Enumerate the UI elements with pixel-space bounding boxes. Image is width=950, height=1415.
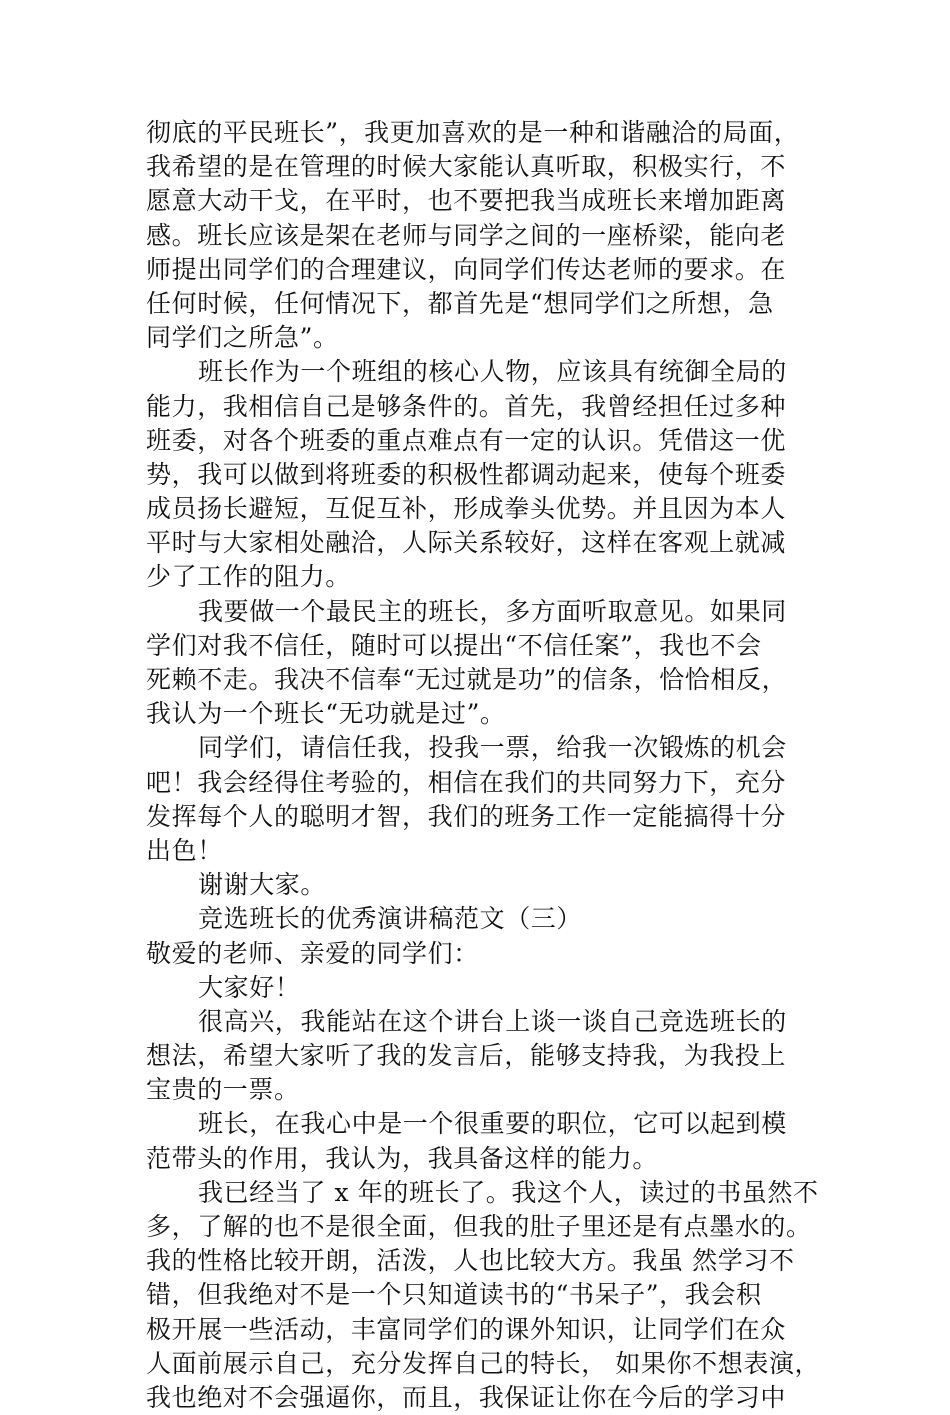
text-line: 极开展一些活动，丰富同学们的课外知识，让同学们在众 (146, 1314, 787, 1344)
text-line: 任何时候，任何情况下，都首先是“想同学们之所想，急 (146, 288, 774, 318)
text-line: 势，我可以做到将班委的积极性都调动起来，使每个班委 (146, 459, 787, 489)
text-line: 出色！ (146, 835, 223, 865)
text-line: 多，了解的也不是很全面，但我的肚子里还是有点墨水的。 (146, 1212, 812, 1241)
text-line: 师提出同学们的合理建议，向同学们传达老师的要求。在 (146, 254, 787, 284)
text-line: 很高兴，我能站在这个讲台上谈一谈自己竞选班长的 (198, 1006, 787, 1036)
text-line: 我已经当了 x 年的班长了。我这个人，读过的书虽然不 (198, 1177, 819, 1207)
text-line: 错，但我绝对不是一个只知道读书的“书呆子”，我会积 (146, 1280, 762, 1310)
text-line: 宝贵的一票。 (146, 1075, 300, 1105)
text-line: 同学们，请信任我，投我一票，给我一次锻炼的机会 (198, 733, 787, 763)
text-line: 吧！我会经得住考验的，相信在我们的共同努力下，充分 (146, 767, 787, 797)
text-line: 我也绝对不会强逼你，而且，我保证让你在今后的学习中 (146, 1382, 787, 1412)
text-line: 学们对我不信任，随时可以提出“不信任案”，我也不会 (146, 630, 762, 660)
text-line: 我的性格比较开朗，活泼，人也比较大方。我虽 然学习不 (146, 1246, 795, 1276)
text-line: 竞选班长的优秀演讲稿范文（三） (198, 904, 583, 934)
text-line: 平时与大家相处融洽，人际关系较好，这样在客观上就减 (146, 528, 787, 558)
text-line: 我要做一个最民主的班长，多方面听取意见。如果同 (198, 596, 787, 626)
text-line: 敬爱的老师、亲爱的同学们： (146, 938, 479, 968)
text-line: 能力，我相信自己是够条件的。首先，我曾经担任过多种 (146, 391, 787, 421)
text-line: 少了工作的阻力。 (146, 562, 351, 592)
text-line: 人面前展示自己，充分发挥自己的特长， 如果你不想表演， (146, 1348, 821, 1378)
text-line: 愿意大动干戈，在平时，也不要把我当成班长来增加距离 (146, 186, 787, 216)
text-line: 想法，希望大家听了我的发言后，能够支持我，为我投上 (146, 1041, 787, 1071)
text-line: 成员扬长避短，互促互补，形成拳头优势。并且因为本人 (146, 494, 787, 524)
text-line: 大家好！ (198, 972, 301, 1002)
text-line: 范带头的作用，我认为，我具备这样的能力。 (146, 1143, 659, 1173)
document-body (146, 116, 821, 1415)
text-line: 班长，在我心中是一个很重要的职位，它可以起到模 (198, 1109, 787, 1139)
text-line: 班长作为一个班组的核心人物，应该具有统御全局的 (198, 357, 787, 387)
text-line: 同学们之所急”。 (146, 323, 339, 353)
text-line: 班委，对各个班委的重点难点有一定的认识。凭借这一优 (146, 425, 787, 455)
text-line: 我希望的是在管理的时候大家能认真听取，积极实行，不 (146, 152, 787, 182)
text-line: 谢谢大家。 (198, 870, 327, 900)
text-line: 发挥每个人的聪明才智，我们的班务工作一定能搞得十分 (146, 801, 787, 831)
text-line: 感。班长应该是架在老师与同学之间的一座桥梁，能向老 (146, 220, 787, 250)
text-line: 彻底的平民班长”，我更加喜欢的是一种和谐融洽的局面， (146, 118, 800, 147)
text-line: 死赖不走。我决不信奉“无过就是功”的信条，恰恰相反， (146, 665, 788, 694)
text-line: 我认为一个班长“无功就是过”。 (146, 699, 506, 729)
